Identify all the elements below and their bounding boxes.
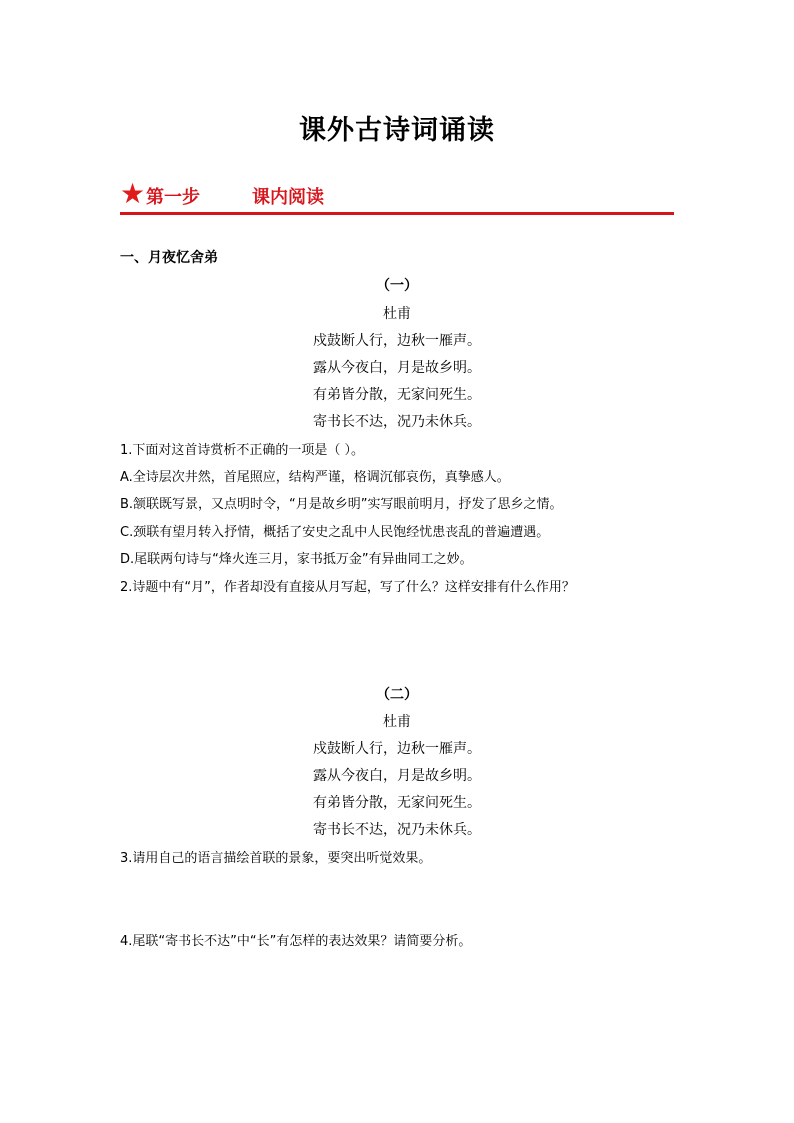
poem1-line: 有弟皆分散，无家问死生。 bbox=[313, 387, 481, 403]
poem2-line: 戍鼓断人行，边秋一雁声。 bbox=[313, 741, 481, 757]
step-header bbox=[120, 177, 674, 214]
option-d: D.尾联两句诗与“烽火连三月，家书抵万金”有异曲同工之妙。 bbox=[120, 552, 473, 567]
poem2-line: 寄书长不达，况乃未休兵。 bbox=[313, 822, 481, 838]
section-heading: 一、月夜忆舍弟 bbox=[120, 250, 218, 266]
option-c: C.颈联有望月转入抒情，概括了安史之乱中人民饱经忧患丧乱的普遍遭遇。 bbox=[120, 525, 550, 540]
question-1: 1.下面对这首诗赏析不正确的一项是（ ）。 bbox=[120, 443, 365, 458]
poem1-line: 露从今夜白，月是故乡明。 bbox=[313, 360, 481, 376]
poem2-line: 有弟皆分散，无家问死生。 bbox=[313, 795, 481, 811]
option-b: B.颔联既写景，又点明时令，“月是故乡明”实写眼前明月，抒发了思乡之情。 bbox=[120, 497, 563, 512]
step-label: 第一步 bbox=[146, 187, 200, 208]
poem1-line: 戍鼓断人行，边秋一雁声。 bbox=[313, 333, 481, 349]
poem1-line: 寄书长不达，况乃未休兵。 bbox=[313, 414, 481, 430]
poem1-author: 杜甫 bbox=[383, 306, 411, 322]
poem2-author: 杜甫 bbox=[383, 714, 411, 730]
step-divider bbox=[120, 212, 674, 215]
poem2-line: 露从今夜白，月是故乡明。 bbox=[313, 768, 481, 784]
step-name: 课内阅读 bbox=[252, 187, 324, 208]
poem1-heading: （一） bbox=[376, 278, 418, 294]
question-4: 4.尾联“寄书长不达”中“长”有怎样的表达效果？请简要分析。 bbox=[120, 934, 472, 949]
option-a: A.全诗层次井然，首尾照应，结构严谨，格调沉郁哀伤，真挚感人。 bbox=[120, 470, 510, 485]
star-icon: ★ bbox=[120, 177, 146, 210]
poem2-heading: （二） bbox=[376, 687, 418, 703]
question-3: 3.请用自己的语言描绘首联的景象，要突出听觉效果。 bbox=[120, 851, 432, 866]
question-2: 2.诗题中有“月”，作者却没有直接从月写起，写了什么？这样安排有什么作用？ bbox=[120, 580, 575, 595]
page-title: 课外古诗词诵读 bbox=[299, 115, 495, 146]
